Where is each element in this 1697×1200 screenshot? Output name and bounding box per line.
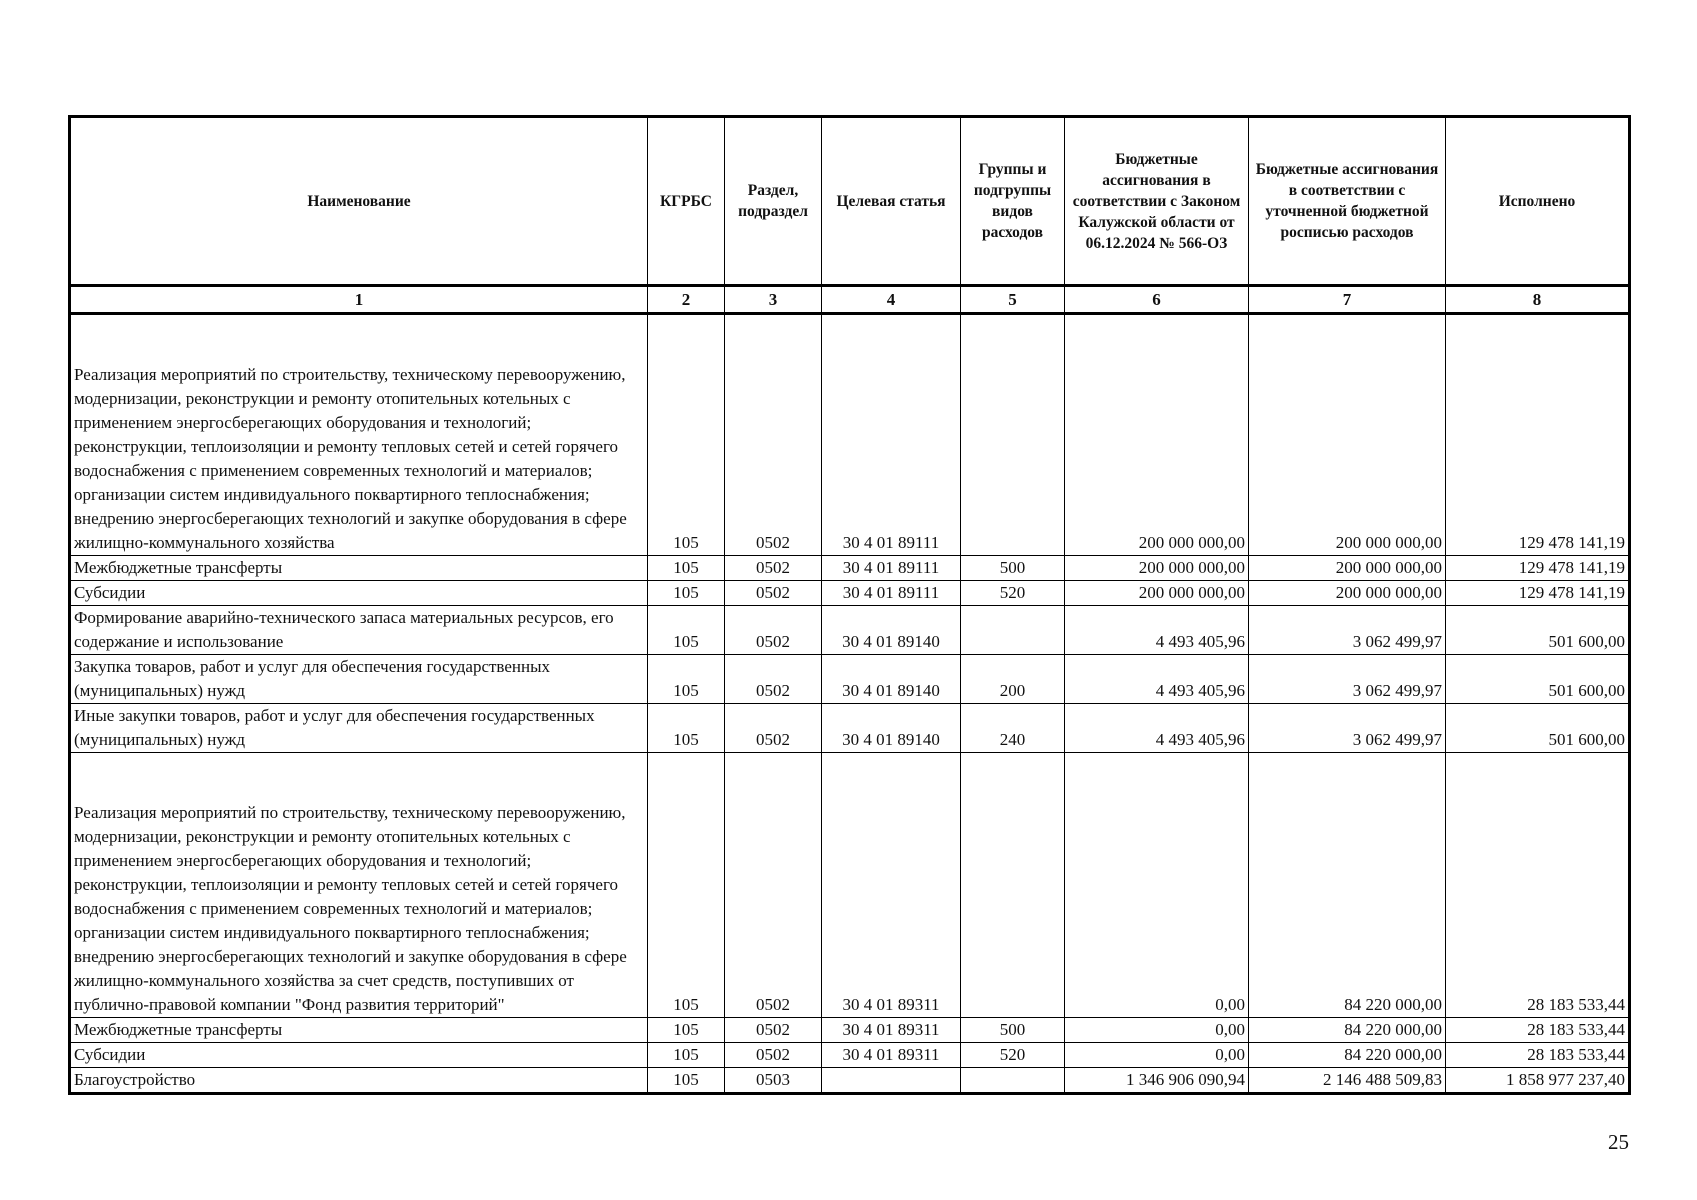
- row-executed-amount: 129 478 141,19: [1446, 556, 1630, 581]
- header-name: Наименование: [70, 117, 648, 286]
- row-name: Закупка товаров, работ и услуг для обеспечения государственных (муниципальных) нужд: [70, 655, 648, 704]
- budget-execution-table: [68, 115, 1631, 1095]
- row-target: 30 4 01 89140: [822, 655, 961, 704]
- row-target: 30 4 01 89111: [822, 314, 961, 556]
- header-law-allocations: Бюджетные ассигнования в соответствии с Законом Калужской области от 06.12.2024 № 566-ОЗ: [1065, 117, 1249, 286]
- column-number: 6: [1065, 286, 1249, 314]
- row-name: Субсидии: [70, 1043, 648, 1068]
- row-executed-amount: 28 183 533,44: [1446, 1018, 1630, 1043]
- row-kgrbs: 105: [648, 556, 725, 581]
- row-group: [961, 1068, 1065, 1094]
- table-row: [70, 314, 1630, 556]
- row-executed-amount: 28 183 533,44: [1446, 753, 1630, 1018]
- row-group: 500: [961, 1018, 1065, 1043]
- table-row: [70, 606, 1630, 655]
- table-row: [70, 581, 1630, 606]
- row-section: 0502: [725, 606, 822, 655]
- table-row: [70, 556, 1630, 581]
- column-number: 4: [822, 286, 961, 314]
- row-executed-amount: 28 183 533,44: [1446, 1043, 1630, 1068]
- row-refined-amount: 2 146 488 509,83: [1249, 1068, 1446, 1094]
- row-refined-amount: 3 062 499,97: [1249, 606, 1446, 655]
- row-executed-amount: 129 478 141,19: [1446, 314, 1630, 556]
- row-section: 0502: [725, 655, 822, 704]
- row-name: Реализация мероприятий по строительству, техническому перевооружению, модернизации, реконструкции и ремонту отопительных котельных с применением энергосберегающих оборудования и технологий; реконструкции, теплоизоляции и ремонту тепловых сетей и сетей горячего водоснабжения с применением современных технологий и материалов; организации систем индивидуального поквартирного теплоснабжения; внедрению энергосберегающих технологий и закупке оборудования в сфере жилищно-коммунального хозяйства: [70, 314, 648, 556]
- row-law-amount: 4 493 405,96: [1065, 655, 1249, 704]
- column-number: 2: [648, 286, 725, 314]
- table-row: [70, 655, 1630, 704]
- table-row: [70, 704, 1630, 753]
- row-kgrbs: 105: [648, 1043, 725, 1068]
- row-law-amount: 0,00: [1065, 753, 1249, 1018]
- row-group: 520: [961, 1043, 1065, 1068]
- row-name: Формирование аварийно-технического запаса материальных ресурсов, его содержание и использование: [70, 606, 648, 655]
- column-number: 5: [961, 286, 1065, 314]
- row-refined-amount: 200 000 000,00: [1249, 314, 1446, 556]
- row-section: 0502: [725, 581, 822, 606]
- header-row: [70, 117, 1630, 286]
- row-name: Субсидии: [70, 581, 648, 606]
- row-name: Иные закупки товаров, работ и услуг для обеспечения государственных (муниципальных) нужд: [70, 704, 648, 753]
- row-target: 30 4 01 89140: [822, 704, 961, 753]
- row-group: 520: [961, 581, 1065, 606]
- row-group: [961, 606, 1065, 655]
- row-law-amount: 0,00: [1065, 1043, 1249, 1068]
- header-executed: Исполнено: [1446, 117, 1630, 286]
- column-number: 7: [1249, 286, 1446, 314]
- row-group: [961, 314, 1065, 556]
- row-target: 30 4 01 89111: [822, 581, 961, 606]
- row-law-amount: 4 493 405,96: [1065, 606, 1249, 655]
- table-row: [70, 1068, 1630, 1094]
- row-section: 0502: [725, 556, 822, 581]
- page-number: 25: [1608, 1130, 1629, 1154]
- row-refined-amount: 84 220 000,00: [1249, 753, 1446, 1018]
- column-number-row: [70, 286, 1630, 314]
- row-executed-amount: 1 858 977 237,40: [1446, 1068, 1630, 1094]
- row-name: Межбюджетные трансферты: [70, 556, 648, 581]
- row-law-amount: 200 000 000,00: [1065, 314, 1249, 556]
- row-section: 0502: [725, 753, 822, 1018]
- header-kgrbs: КГРБС: [648, 117, 725, 286]
- row-law-amount: 1 346 906 090,94: [1065, 1068, 1249, 1094]
- header-expense-group: Группы и подгруппы видов расходов: [961, 117, 1065, 286]
- row-kgrbs: 105: [648, 1018, 725, 1043]
- row-executed-amount: 501 600,00: [1446, 655, 1630, 704]
- table-row: [70, 753, 1630, 1018]
- column-number: 8: [1446, 286, 1630, 314]
- row-kgrbs: 105: [648, 704, 725, 753]
- table-row: [70, 1043, 1630, 1068]
- row-section: 0503: [725, 1068, 822, 1094]
- row-law-amount: 200 000 000,00: [1065, 556, 1249, 581]
- header-target: Целевая статья: [822, 117, 961, 286]
- row-target: 30 4 01 89111: [822, 556, 961, 581]
- row-law-amount: 200 000 000,00: [1065, 581, 1249, 606]
- header-refined-allocations: Бюджетные ассигнования в соответствии с уточненной бюджетной росписью расходов: [1249, 117, 1446, 286]
- row-section: 0502: [725, 1018, 822, 1043]
- row-section: 0502: [725, 1043, 822, 1068]
- row-group: 240: [961, 704, 1065, 753]
- row-target: 30 4 01 89311: [822, 753, 961, 1018]
- row-group: 500: [961, 556, 1065, 581]
- row-kgrbs: 105: [648, 1068, 725, 1094]
- row-section: 0502: [725, 314, 822, 556]
- row-refined-amount: 3 062 499,97: [1249, 704, 1446, 753]
- row-name: Благоустройство: [70, 1068, 648, 1094]
- row-target: 30 4 01 89311: [822, 1018, 961, 1043]
- row-refined-amount: 84 220 000,00: [1249, 1043, 1446, 1068]
- column-number: 1: [70, 286, 648, 314]
- row-refined-amount: 200 000 000,00: [1249, 581, 1446, 606]
- row-executed-amount: 501 600,00: [1446, 704, 1630, 753]
- row-executed-amount: 501 600,00: [1446, 606, 1630, 655]
- row-group: 200: [961, 655, 1065, 704]
- row-refined-amount: 3 062 499,97: [1249, 655, 1446, 704]
- header-section: Раздел, подраздел: [725, 117, 822, 286]
- row-target: 30 4 01 89140: [822, 606, 961, 655]
- row-section: 0502: [725, 704, 822, 753]
- row-kgrbs: 105: [648, 753, 725, 1018]
- row-group: [961, 753, 1065, 1018]
- row-law-amount: 0,00: [1065, 1018, 1249, 1043]
- row-target: [822, 1068, 961, 1094]
- row-executed-amount: 129 478 141,19: [1446, 581, 1630, 606]
- row-kgrbs: 105: [648, 655, 725, 704]
- row-kgrbs: 105: [648, 314, 725, 556]
- row-name: Реализация мероприятий по строительству, техническому перевооружению, модернизации, реконструкции и ремонту отопительных котельных с применением энергосберегающих оборудования и технологий; реконструкции, теплоизоляции и ремонту тепловых сетей и сетей горячего водоснабжения с применением современных технологий и материалов; организации систем индивидуального поквартирного теплоснабжения; внедрению энергосберегающих технологий и закупке оборудования в сфере жилищно-коммунального хозяйства за счет средств, поступивших от публично-правовой компании "Фонд развития территорий": [70, 753, 648, 1018]
- row-refined-amount: 84 220 000,00: [1249, 1018, 1446, 1043]
- table-row: [70, 1018, 1630, 1043]
- row-kgrbs: 105: [648, 581, 725, 606]
- row-law-amount: 4 493 405,96: [1065, 704, 1249, 753]
- row-name: Межбюджетные трансферты: [70, 1018, 648, 1043]
- row-target: 30 4 01 89311: [822, 1043, 961, 1068]
- row-refined-amount: 200 000 000,00: [1249, 556, 1446, 581]
- row-kgrbs: 105: [648, 606, 725, 655]
- column-number: 3: [725, 286, 822, 314]
